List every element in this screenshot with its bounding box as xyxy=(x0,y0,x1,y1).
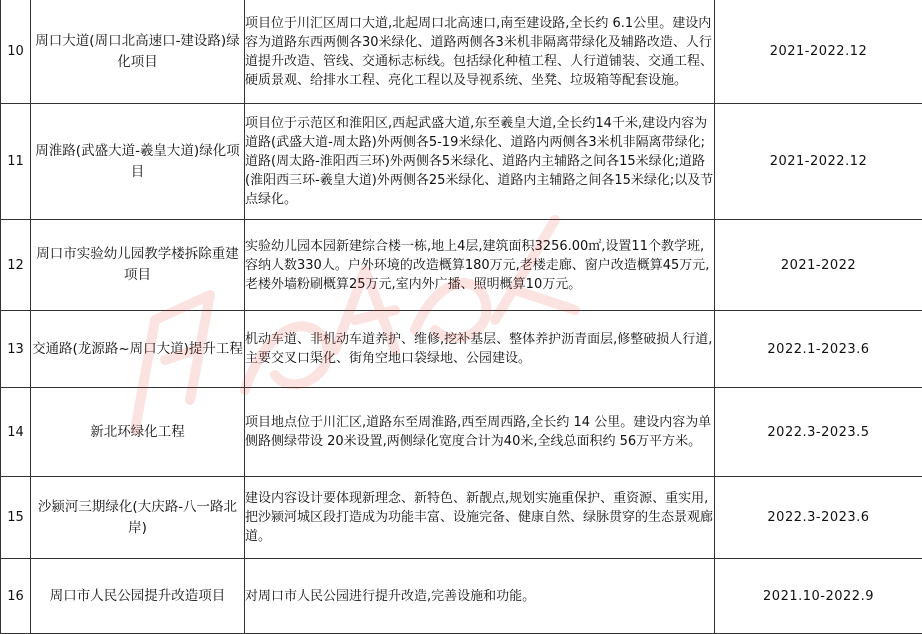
project-period: 2021-2022.12 xyxy=(715,104,922,220)
table-row xyxy=(1,388,922,477)
row-number: 10 xyxy=(1,0,31,104)
row-number: 11 xyxy=(1,104,31,220)
project-name: 沙颍河三期绿化(大庆路-八一路北岸) xyxy=(31,477,245,559)
project-content: 机动车道、非机动车道养护、维修,挖补基层、整体养护沥青面层,修整破损人行道,主要交叉口渠化、街角空地口袋绿地、公园建设。 xyxy=(245,311,715,388)
row-number: 14 xyxy=(1,388,31,477)
project-name: 新北环绿化工程 xyxy=(31,388,245,477)
table-row xyxy=(1,477,922,559)
table-row xyxy=(1,220,922,311)
project-content: 项目位于示范区和淮阳区,西起武盛大道,东至羲皇大道,全长约14千米,建设内容为道路(武盛大道-周太路)外两侧各5-19米绿化、道路内两侧各3米机非隔离带绿化;道路(周太路-淮阳西三环)外两侧各5米绿化、道路内主辅路之间各15米绿化;道路(淮阳西三环-羲皇大道)外两侧各25米绿化、道路内主辅路之间各15米绿化;以及节点绿化。 xyxy=(245,104,715,220)
project-period: 2021-2022 xyxy=(715,220,922,311)
table-row xyxy=(1,0,922,104)
project-period: 2021.10-2022.9 xyxy=(715,559,922,634)
project-content: 项目地点位于川汇区,道路东至周淮路,西至周西路,全长约 14 公里。建设内容为单侧路侧绿带设 20米设置,两侧绿化宽度合计为40米,全线总面积约 56万平方米。 xyxy=(245,388,715,477)
table-row xyxy=(1,559,922,634)
table-row xyxy=(1,104,922,220)
project-name: 周口大道(周口北高速口-建设路)绿化项目 xyxy=(31,0,245,104)
row-number: 16 xyxy=(1,559,31,634)
row-number: 15 xyxy=(1,477,31,559)
project-period: 2022.1-2023.6 xyxy=(715,311,922,388)
row-number: 13 xyxy=(1,311,31,388)
project-content: 对周口市人民公园进行提升改造,完善设施和功能。 xyxy=(245,559,715,634)
project-period: 2022.3-2023.5 xyxy=(715,388,922,477)
project-content: 项目位于川汇区周口大道,北起周口北高速口,南至建设路,全长约 6.1公里。建设内容为道路东西两侧各30米绿化、道路两侧各3米机非隔离带绿化及辅路改造、人行道提升改造、管线、交通标志标线。包括绿化种植工程、人行道铺装、交通工程、硬质景观、给排水工程、亮化工程以及导视系统、坐凳、垃圾箱等配套设施。 xyxy=(245,0,715,104)
project-content: 实验幼儿园本园新建综合楼一栋,地上4层,建筑面积3256.00㎡,设置11个教学班,容纳人数330人。户外环境的改造概算180万元,老楼走廊、窗户改造概算45万元,老楼外墙粉刷概算25万元,室内外广播、照明概算10万元。 xyxy=(245,220,715,311)
row-number: 12 xyxy=(1,220,31,311)
table-row xyxy=(1,311,922,388)
project-name: 交通路(龙源路~周口大道)提升工程 xyxy=(31,311,245,388)
project-name: 周淮路(武盛大道-羲皇大道)绿化项目 xyxy=(31,104,245,220)
project-period: 2021-2022.12 xyxy=(715,0,922,104)
project-period: 2022.3-2023.6 xyxy=(715,477,922,559)
project-name: 周口市实验幼儿园教学楼拆除重建项目 xyxy=(31,220,245,311)
project-name: 周口市人民公园提升改造项目 xyxy=(31,559,245,634)
project-content: 建设内容设计要体现新理念、新特色、新靓点,规划实施重保护、重资源、重实用,把沙颍河城区段打造成为功能丰富、设施完备、健康自然、绿脉贯穿的生态景观廊道。 xyxy=(245,477,715,559)
